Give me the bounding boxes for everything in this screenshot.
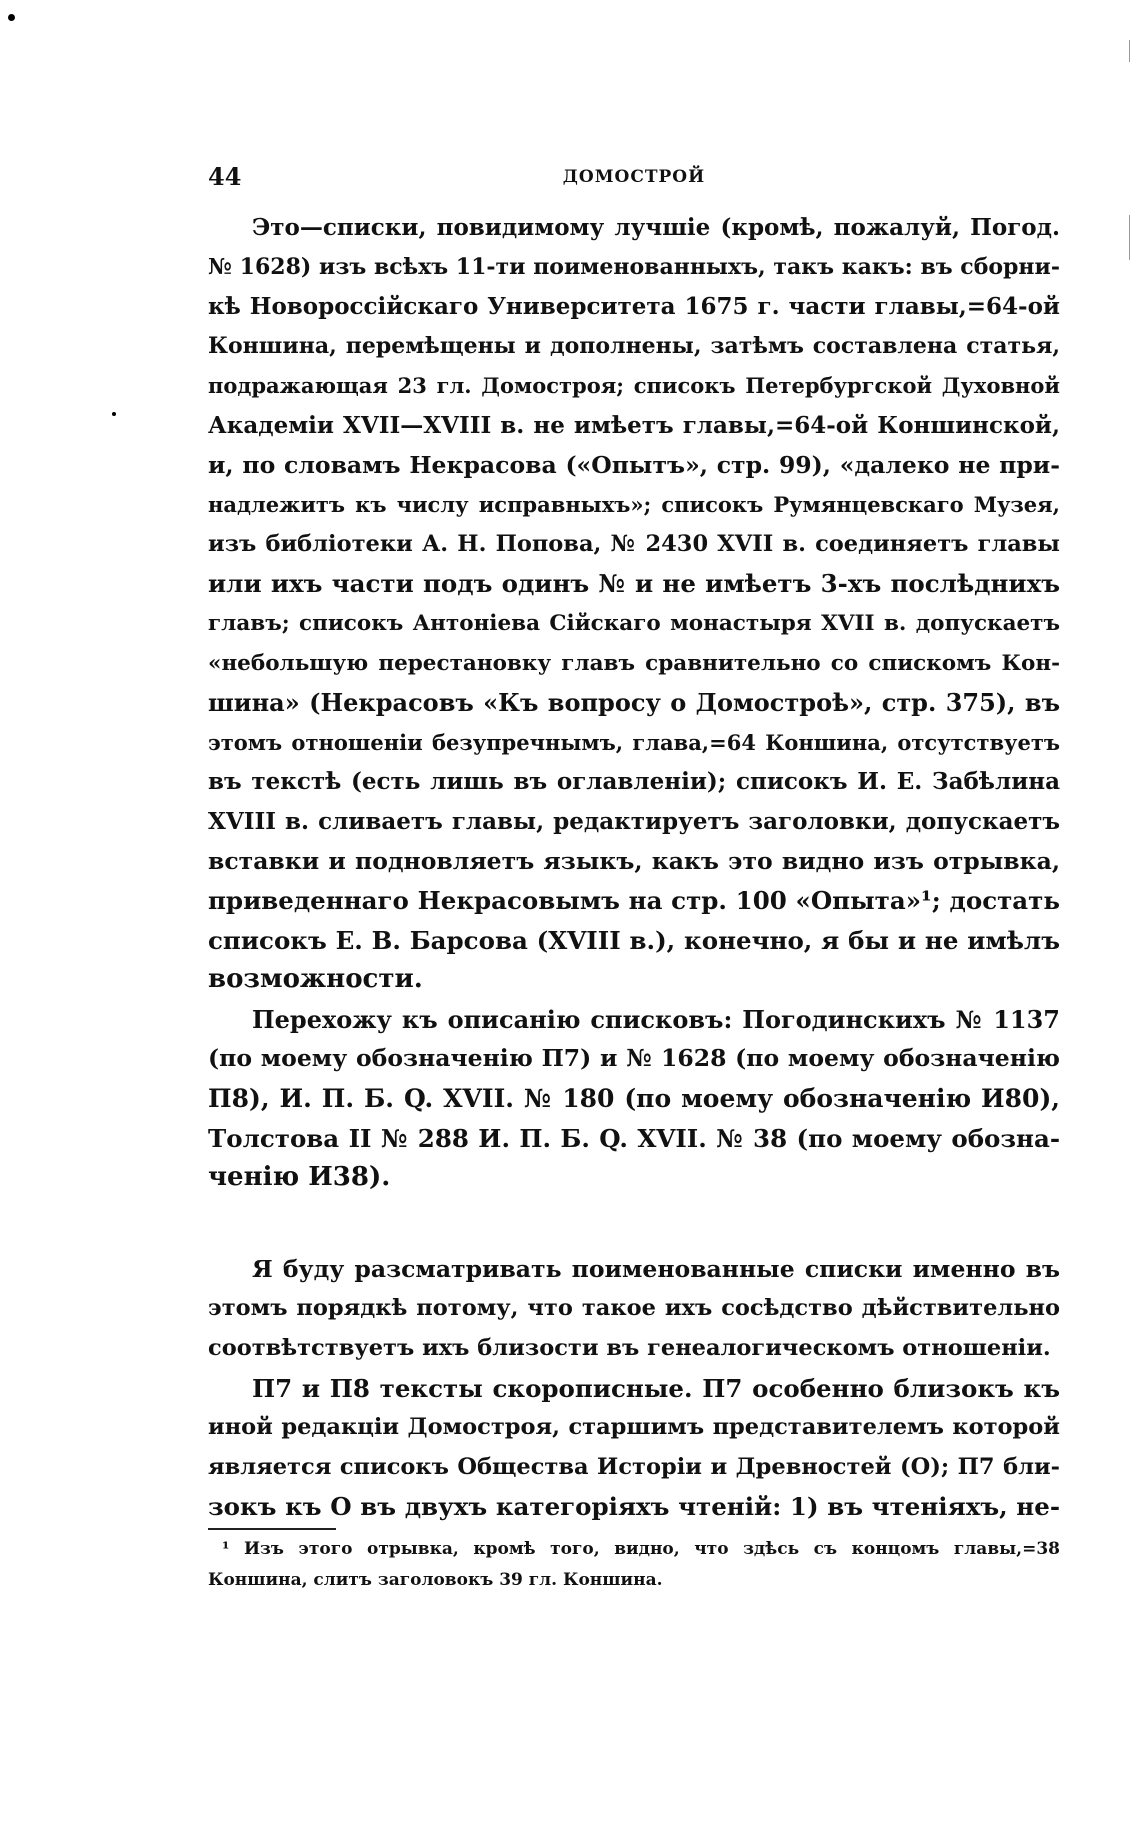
footnote-line: ¹ Изъ этого отрывка, кромѣ того, видно, что здѣсь съ концомъ главы,=38: [222, 1539, 1060, 1559]
text-line: Коншина, перемѣщены и дополнены, затѣмъ составлена статья,: [208, 332, 1060, 359]
text-line: № 1628) изъ всѣхъ 11-ти поименованныхъ, такъ какъ: въ сборни-: [208, 253, 1060, 280]
scan-edge-mark: [1129, 215, 1130, 260]
text-line: или ихъ части подъ одинъ № и не имѣетъ 3-хъ послѣднихъ: [208, 569, 1060, 599]
paragraph: [208, 1000, 1060, 1198]
text-line: подражающая 23 гл. Домостроя; списокъ Петербургской Духовной: [208, 373, 1060, 399]
text-line: вставки и подновляетъ языкъ, какъ это видно изъ отрывка,: [208, 846, 1060, 875]
text-line: Академіи XVII—XVIII в. не имѣетъ главы,=64-ой Коншинской,: [208, 411, 1060, 439]
text-line: главъ; списокъ Антоніева Сійскаго монастыря XVII в. допускаетъ: [208, 610, 1060, 636]
text-line: и, по словамъ Некрасова («Опытъ», стр. 99), «далеко не при-: [208, 450, 1060, 479]
text-line: изъ библіотеки А. Н. Попова, № 2430 XVII в. соединяетъ главы: [208, 530, 1060, 557]
text-line: XVIII в. сливаетъ главы, редактируетъ заголовки, допускаетъ: [208, 807, 1060, 835]
text-line: надлежитъ къ числу исправныхъ»; списокъ Румянцевскаго Музея,: [208, 492, 1060, 518]
text-line: Это—списки, повидимому лучшіе (кромѣ, пожалуй, Погод.: [252, 214, 1060, 241]
text-line: ченію И38).: [208, 1162, 391, 1193]
text-line: возможности.: [208, 964, 423, 995]
stray-mark: [112, 412, 116, 416]
page-header: [208, 160, 1060, 194]
text-line: П7 и П8 тексты скорописные. П7 особенно близокъ къ: [252, 1373, 1060, 1403]
text-line: списокъ Е. В. Барсова (XVIII в.), конечно, я бы и не имѣлъ: [208, 925, 1060, 955]
paragraph: [208, 1250, 1060, 1369]
text-line: въ текстѣ (есть лишь въ оглавленіи); списокъ И. Е. Забѣлина: [208, 768, 1060, 796]
text-line: этомъ отношеніи безупречнымъ, глава,=64 Коншина, отсутствуетъ: [208, 729, 1060, 755]
paragraph-gap: [208, 1198, 1060, 1250]
stray-mark: [8, 14, 15, 21]
footnote-line: Коншина, слитъ заголовокъ 39 гл. Коншина.: [208, 1570, 663, 1590]
text-line: Я буду разсматривать поименованные списки именно въ: [252, 1254, 1060, 1283]
text-line: П8), И. П. Б. Q. XVII. № 180 (по моему обозначенію И80),: [208, 1084, 1060, 1114]
text-line: является списокъ Общества Исторіи и Древностей (О); П7 бли-: [208, 1453, 1060, 1480]
text-line: Толстова II № 288 И. П. Б. Q. XVII. № 38 (по моему обозна-: [208, 1123, 1060, 1153]
text-line: соотвѣтствуетъ ихъ близости въ генеалогическомъ отношеніи.: [208, 1335, 1051, 1362]
text-line: шина» (Некрасовъ «Къ вопросу о Домостроѣ», стр. 375), въ: [208, 688, 1060, 718]
text-line: иной редакціи Домостроя, старшимъ представителемъ которой: [208, 1414, 1060, 1441]
text-line: приведеннаго Некрасовымъ на стр. 100 «Опыта»¹; достать: [208, 886, 1060, 916]
text-line: «небольшую перестановку главъ сравнительно со спискомъ Кон-: [208, 650, 1060, 676]
scan-edge-mark: [1129, 40, 1130, 62]
text-line: зокъ къ О въ двухъ категоріяхъ чтеній: 1) въ чтеніяхъ, не-: [208, 1492, 1060, 1522]
footnote-rule: [208, 1528, 336, 1530]
text-line: Перехожу къ описанію списковъ: Погодинскихъ № 1137: [252, 1004, 1060, 1034]
paragraph: [208, 1369, 1060, 1527]
running-title: ДОМОСТРОЙ: [562, 167, 706, 187]
footnote: [208, 1534, 1060, 1596]
paragraph: [208, 208, 1060, 1000]
text-line: кѣ Новороссійскаго Университета 1675 г. части главы,=64-ой: [208, 293, 1060, 321]
body-text: [208, 208, 1060, 1527]
page-number: 44: [208, 162, 242, 191]
text-line: (по моему обозначенію П7) и № 1628 (по моему обозначенію: [208, 1044, 1060, 1073]
text-line: этомъ порядкѣ потому, что такое ихъ сосѣдство дѣйствительно: [208, 1295, 1060, 1322]
